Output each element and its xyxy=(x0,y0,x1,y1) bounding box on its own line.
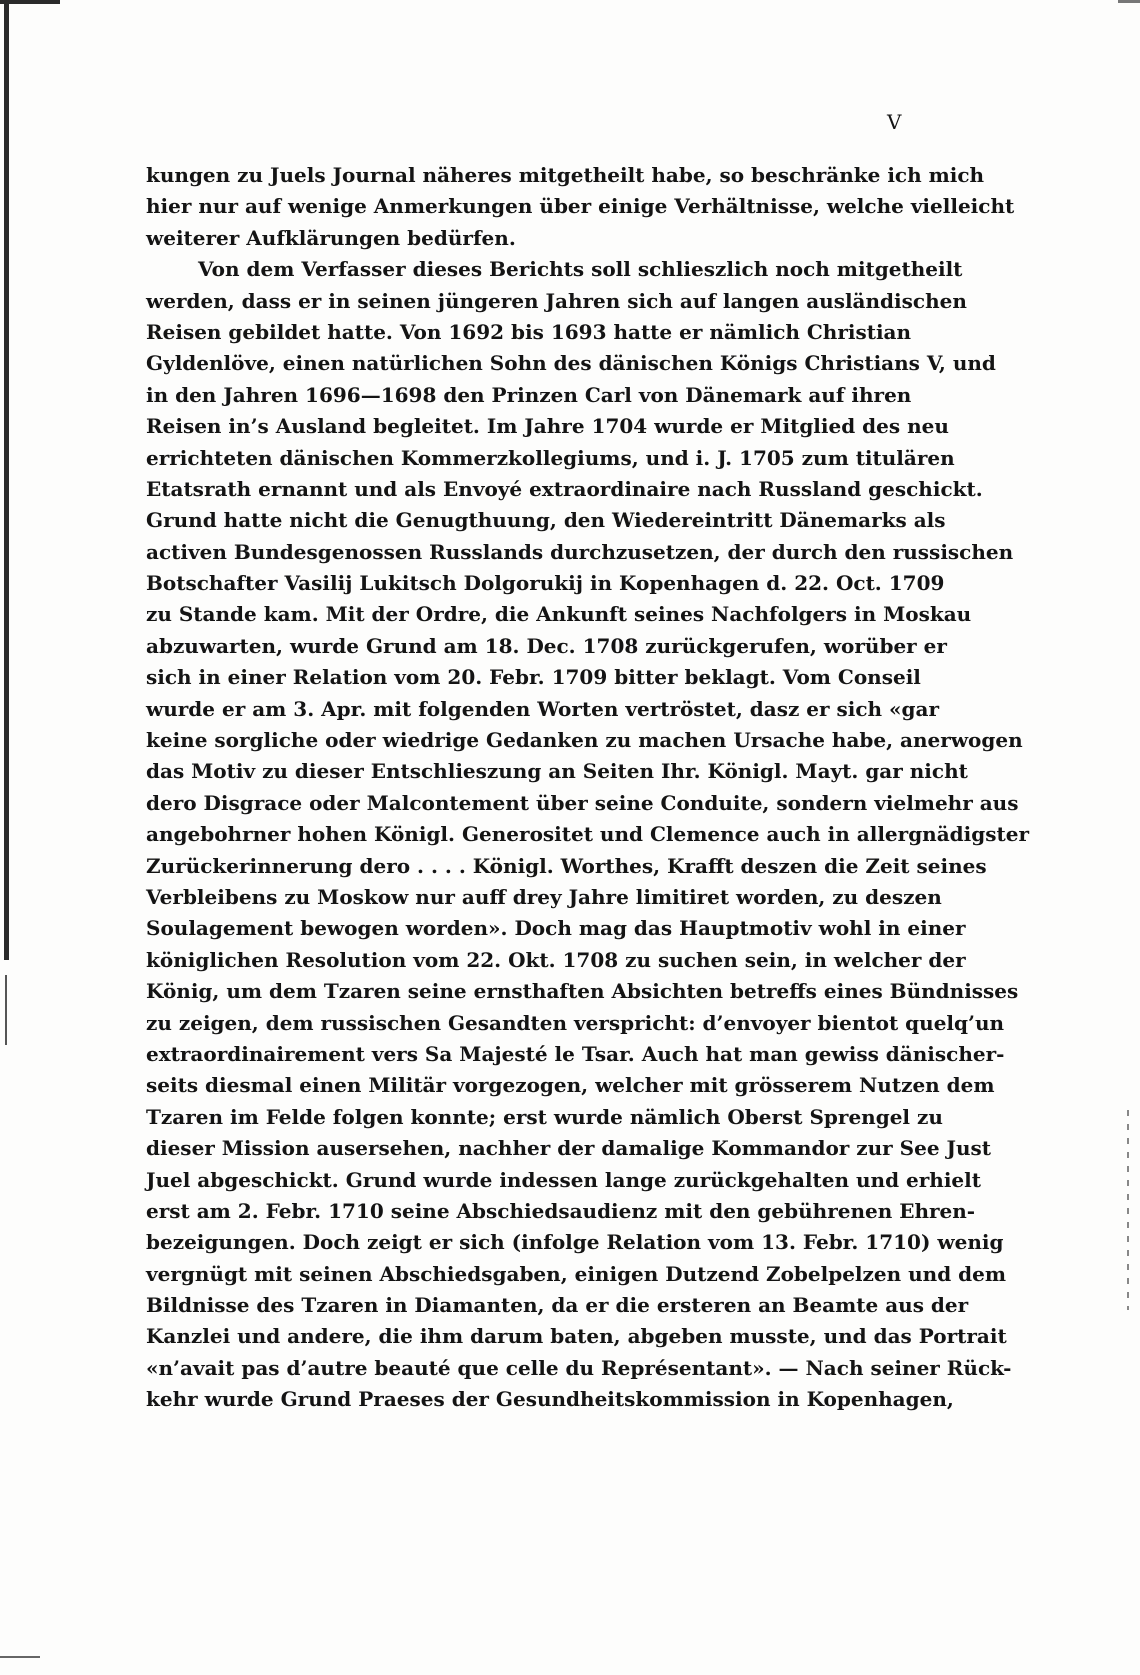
text-line: angebohrner hohen Königl. Generositet und Clemence auch in allergnädigster xyxy=(146,822,1029,847)
text-line: Gyldenlöve, einen natürlichen Sohn des dänischen Königs Christians V, und xyxy=(146,351,996,376)
text-line: das Motiv zu dieser Entschlieszung an Seiten Ihr. Königl. Mayt. gar nicht xyxy=(146,759,968,784)
text-line: kehr wurde Grund Praeses der Gesundheitskommission in Kopenhagen, xyxy=(146,1387,954,1412)
text-line: vergnügt mit seinen Abschiedsgaben, einigen Dutzend Zobelpelzen und dem xyxy=(146,1261,1007,1286)
text-line: «n’avait pas d’autre beauté que celle du Représentant». — Nach seiner Rück- xyxy=(146,1355,1012,1380)
text-line: werden, dass er in seinen jüngeren Jahren sich auf langen ausländischen xyxy=(146,288,967,313)
text-line: Juel abgeschickt. Grund wurde indessen lange zurückgehalten und erhielt xyxy=(146,1167,981,1192)
text-line: zu zeigen, dem russischen Gesandten verspricht: d’envoyer bientot quelq’un xyxy=(146,1010,1005,1035)
text-line: zu Stande kam. Mit der Ordre, die Ankunft seines Nachfolgers in Moskau xyxy=(146,602,972,627)
text-line: Bildnisse des Tzaren in Diamanten, da er die ersteren an Beamte aus der xyxy=(146,1293,969,1318)
scan-edge-bottom xyxy=(0,1656,40,1658)
text-line: Botschafter Vasilij Lukitsch Dolgorukij in Kopenhagen d. 22. Oct. 1709 xyxy=(146,571,945,596)
text-line: keine sorgliche oder wiedrige Gedanken zu machen Ursache habe, anerwogen xyxy=(146,728,1023,753)
text-line: bezeigungen. Doch zeigt er sich (infolge Relation vom 13. Febr. 1710) wenig xyxy=(146,1230,1004,1255)
text-line: abzuwarten, wurde Grund am 18. Dec. 1708 zurückgerufen, worüber er xyxy=(146,633,947,658)
scan-edge-top-right xyxy=(1118,0,1140,3)
scan-margin-marks xyxy=(1127,1110,1129,1310)
text-line: Kanzlei und andere, die ihm darum baten, abgeben musste, und das Portrait xyxy=(146,1324,1007,1349)
text-line: König, um dem Tzaren seine ernsthaften Absichten betreffs eines Bündnisses xyxy=(146,979,1019,1004)
text-line: hier nur auf wenige Anmerkungen über einige Verhältnisse, welche vielleicht xyxy=(146,194,1015,219)
text-line: wurde er am 3. Apr. mit folgenden Worten vertröstet, dasz er sich «gar xyxy=(146,696,940,721)
text-line: Reisen in’s Ausland begleitet. Im Jahre 1704 wurde er Mitglied des neu xyxy=(146,414,949,439)
text-line: activen Bundesgenossen Russlands durchzusetzen, der durch den russischen xyxy=(146,539,1014,564)
text-line: dieser Mission ausersehen, nachher der damalige Kommandor zur See Just xyxy=(146,1136,992,1161)
text-line: errichteten dänischen Kommerzkollegiums, und i. J. 1705 zum titulären xyxy=(146,445,955,470)
text-line: seits diesmal einen Militär vorgezogen, welcher mit grösserem Nutzen dem xyxy=(146,1073,995,1098)
text-line: weiterer Aufklärungen bedürfen. xyxy=(146,225,516,250)
text-line: Grund hatte nicht die Genugthuung, den Wiedereintritt Dänemarks als xyxy=(146,508,946,533)
body-text xyxy=(146,160,1029,1416)
text-line: Verbleibens zu Moskow nur auff drey Jahre limitiret worden, zu deszen xyxy=(146,884,942,909)
text-line: sich in einer Relation vom 20. Febr. 1709 bitter beklagt. Vom Conseil xyxy=(146,665,921,690)
text-line: Von dem Verfasser dieses Berichts soll schlieszlich noch mitgetheilt xyxy=(198,257,963,282)
scan-edge-top xyxy=(0,0,60,4)
text-line: Reisen gebildet hatte. Von 1692 bis 1693 hatte er nämlich Christian xyxy=(146,319,912,344)
text-line: Etatsrath ernannt und als Envoyé extraordinaire nach Russland geschickt. xyxy=(146,476,983,501)
text-line: Tzaren im Felde folgen konnte; erst wurde nämlich Oberst Sprengel zu xyxy=(146,1104,943,1129)
text-line: dero Disgrace oder Malcontement über seine Conduite, sondern vielmehr aus xyxy=(146,790,1019,815)
page-number: V xyxy=(887,110,902,134)
text-line: in den Jahren 1696—1698 den Prinzen Carl von Dänemark auf ihren xyxy=(146,382,912,407)
text-line: erst am 2. Febr. 1710 seine Abschiedsaudienz mit den gebührenen Ehren- xyxy=(146,1198,976,1223)
text-line: extraordinairement vers Sa Majesté le Tsar. Auch hat man gewiss dänischer- xyxy=(146,1041,1005,1066)
scan-binding-edge xyxy=(4,0,9,960)
scan-binding-edge-lower xyxy=(5,975,7,1045)
text-line: königlichen Resolution vom 22. Okt. 1708 zu suchen sein, in welcher der xyxy=(146,947,966,972)
text-line: kungen zu Juels Journal näheres mitgetheilt habe, so beschränke ich mich xyxy=(146,163,985,187)
text-line: Zurückerinnerung dero . . . . Königl. Worthes, Krafft deszen die Zeit seines xyxy=(146,853,987,878)
text-line: Soulagement bewogen worden». Doch mag das Hauptmotiv wohl in einer xyxy=(146,916,966,941)
